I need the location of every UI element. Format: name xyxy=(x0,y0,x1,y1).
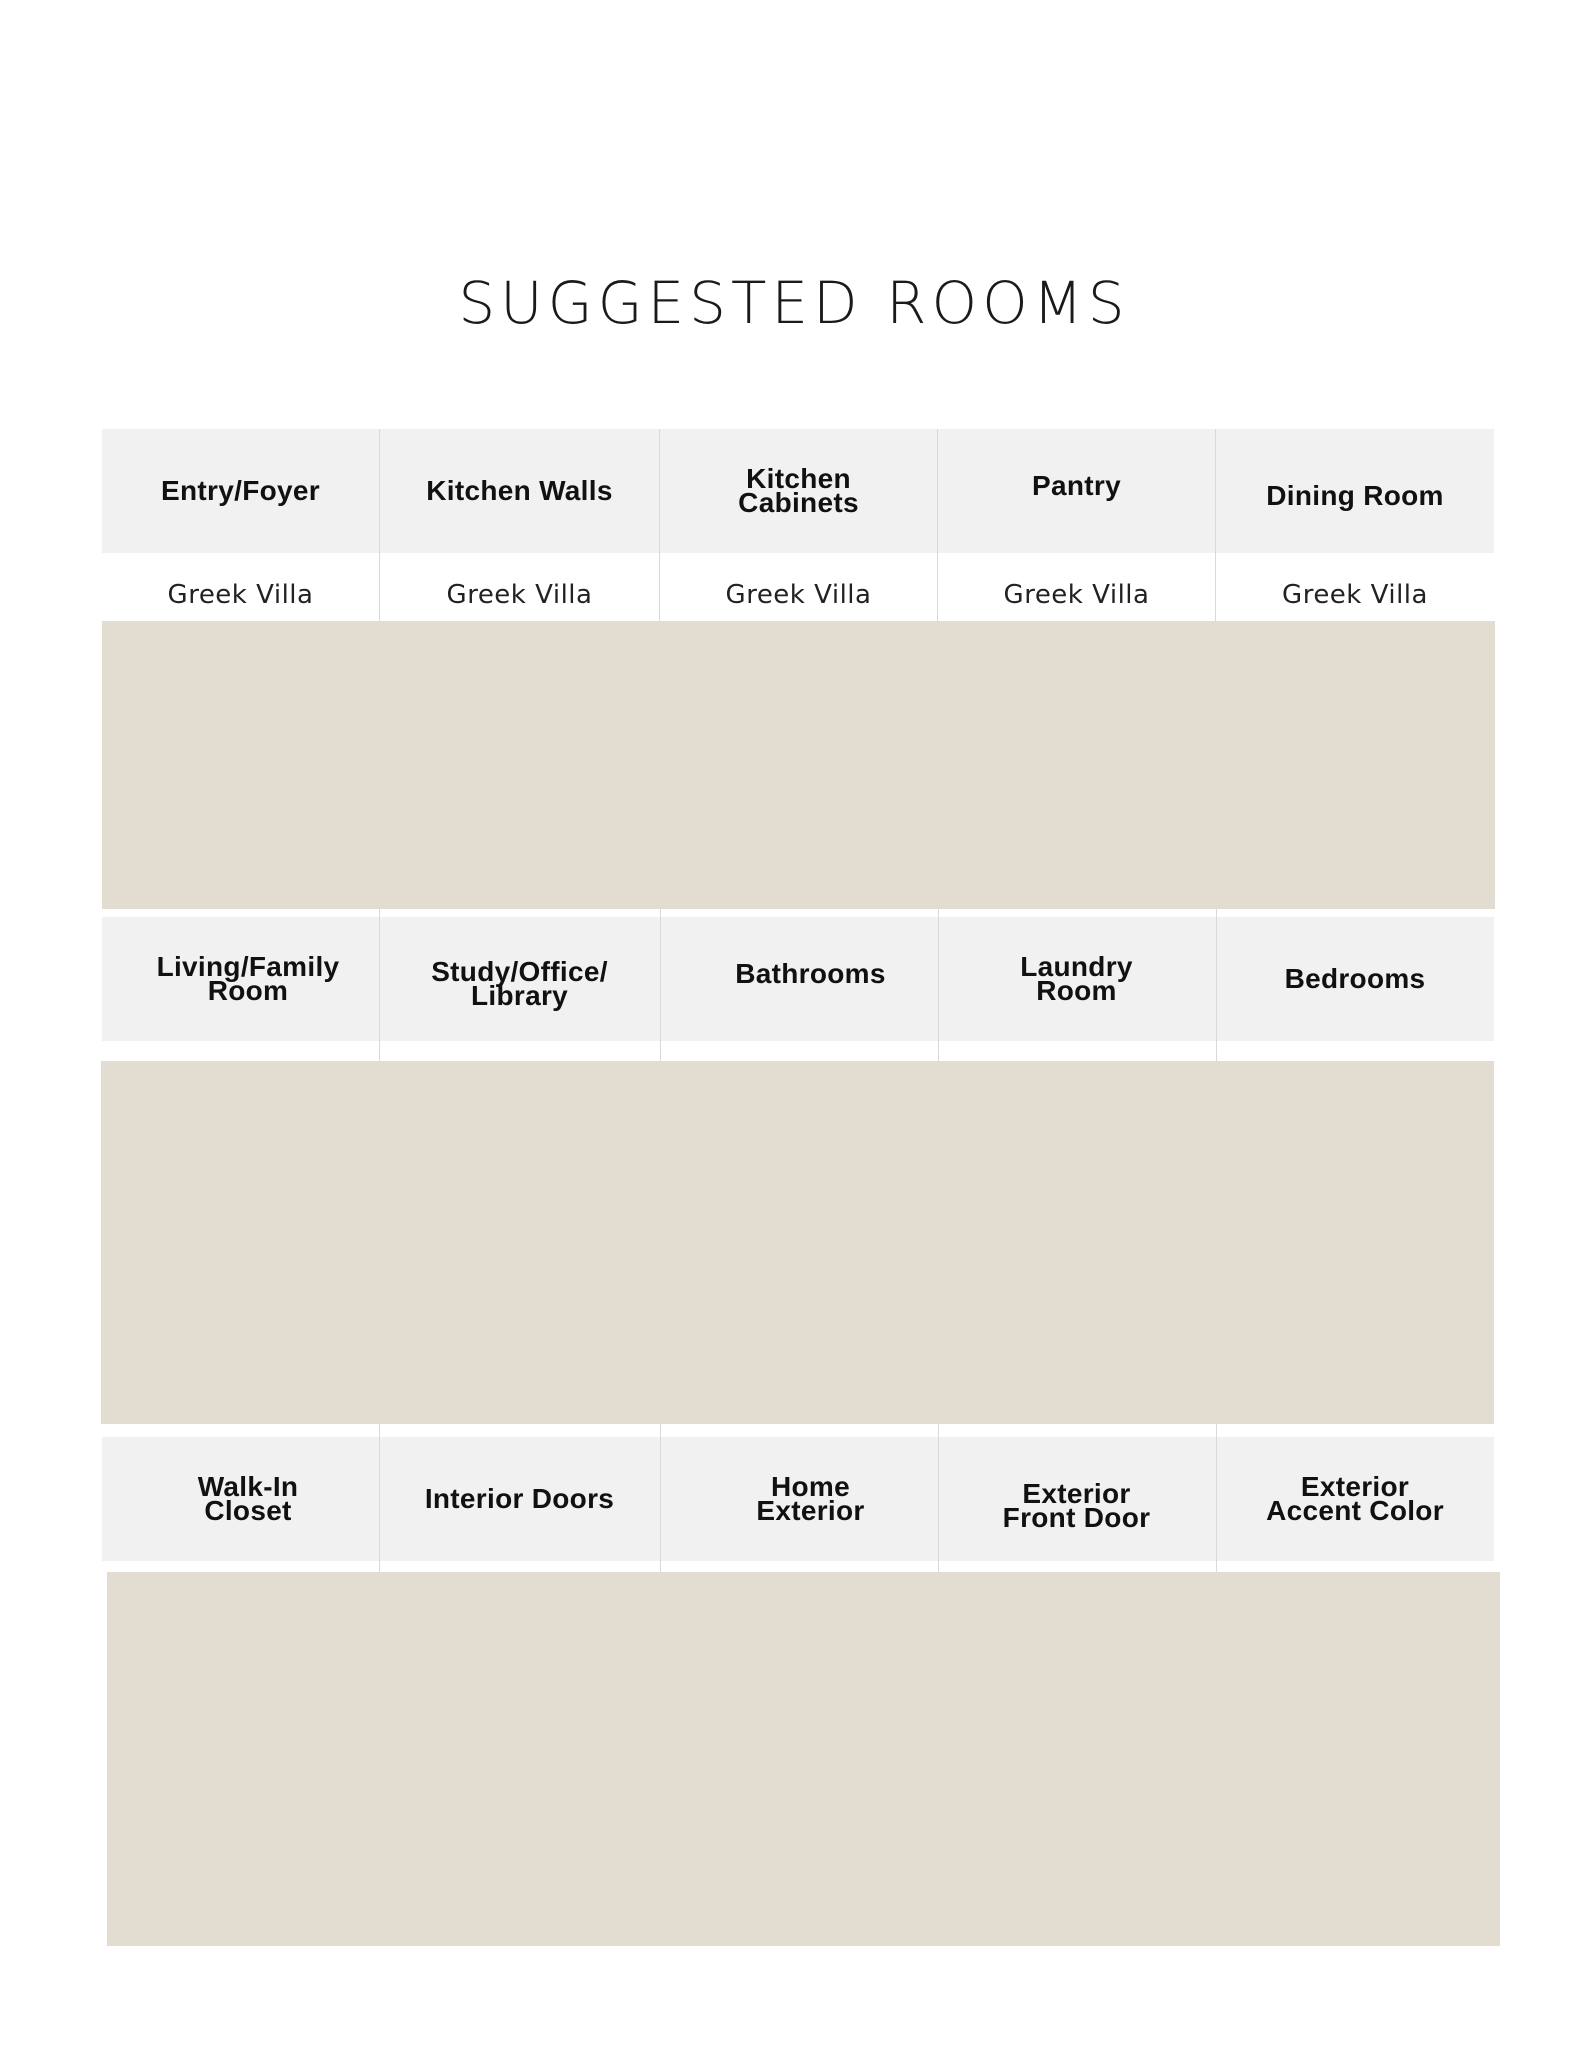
color-name: Greek Villa xyxy=(1282,580,1428,610)
divider xyxy=(660,909,661,1061)
color-name-cell xyxy=(1216,573,1494,617)
room-cell xyxy=(380,922,659,1046)
room-cell xyxy=(938,917,1215,1041)
divider xyxy=(660,1424,661,1572)
room-cell xyxy=(380,1437,659,1561)
color-name-cell xyxy=(938,573,1215,617)
color-name: Greek Villa xyxy=(167,580,314,610)
room-cell xyxy=(938,1444,1215,1568)
room-label: Home Exterior xyxy=(756,1471,865,1526)
room-cell xyxy=(672,1437,949,1561)
color-name-cell xyxy=(102,573,379,617)
room-cell xyxy=(1216,1437,1494,1561)
room-cell xyxy=(102,917,394,1041)
room-cell xyxy=(938,424,1215,548)
room-label: Bedrooms xyxy=(1284,963,1426,994)
page-title: SUGGESTED ROOMS xyxy=(458,269,1130,337)
room-cell xyxy=(102,429,379,553)
room-label: Interior Doors xyxy=(424,1483,615,1514)
color-name: Greek Villa xyxy=(446,580,593,610)
room-label: Laundry Room xyxy=(1020,951,1133,1006)
row-1-color-swatch xyxy=(102,621,1495,909)
room-label: Study/Office/ Library xyxy=(431,956,608,1011)
color-name: Greek Villa xyxy=(725,580,872,610)
room-cell xyxy=(660,429,937,553)
room-label: Kitchen Cabinets xyxy=(738,463,859,518)
color-name: Greek Villa xyxy=(1003,580,1150,610)
room-label: Entry/Foyer xyxy=(161,475,320,506)
room-cell xyxy=(1216,917,1494,1041)
room-cell xyxy=(672,912,949,1036)
row-3-color-swatch xyxy=(107,1572,1500,1946)
room-label: Walk-In Closet xyxy=(197,1471,299,1526)
room-label: Kitchen Walls xyxy=(426,475,613,506)
room-cell xyxy=(380,429,659,553)
room-label: Exterior Accent Color xyxy=(1266,1471,1444,1526)
row-2-color-swatch xyxy=(101,1061,1494,1424)
room-cell xyxy=(1216,434,1494,558)
color-name-cell xyxy=(380,573,659,617)
room-label: Dining Room xyxy=(1266,480,1444,511)
room-label: Pantry xyxy=(1032,470,1121,501)
color-name-cell xyxy=(660,573,937,617)
room-label: Living/Family Room xyxy=(156,951,340,1006)
room-label: Bathrooms xyxy=(735,958,886,989)
room-cell xyxy=(102,1437,394,1561)
room-label: Exterior Front Door xyxy=(1002,1478,1151,1533)
